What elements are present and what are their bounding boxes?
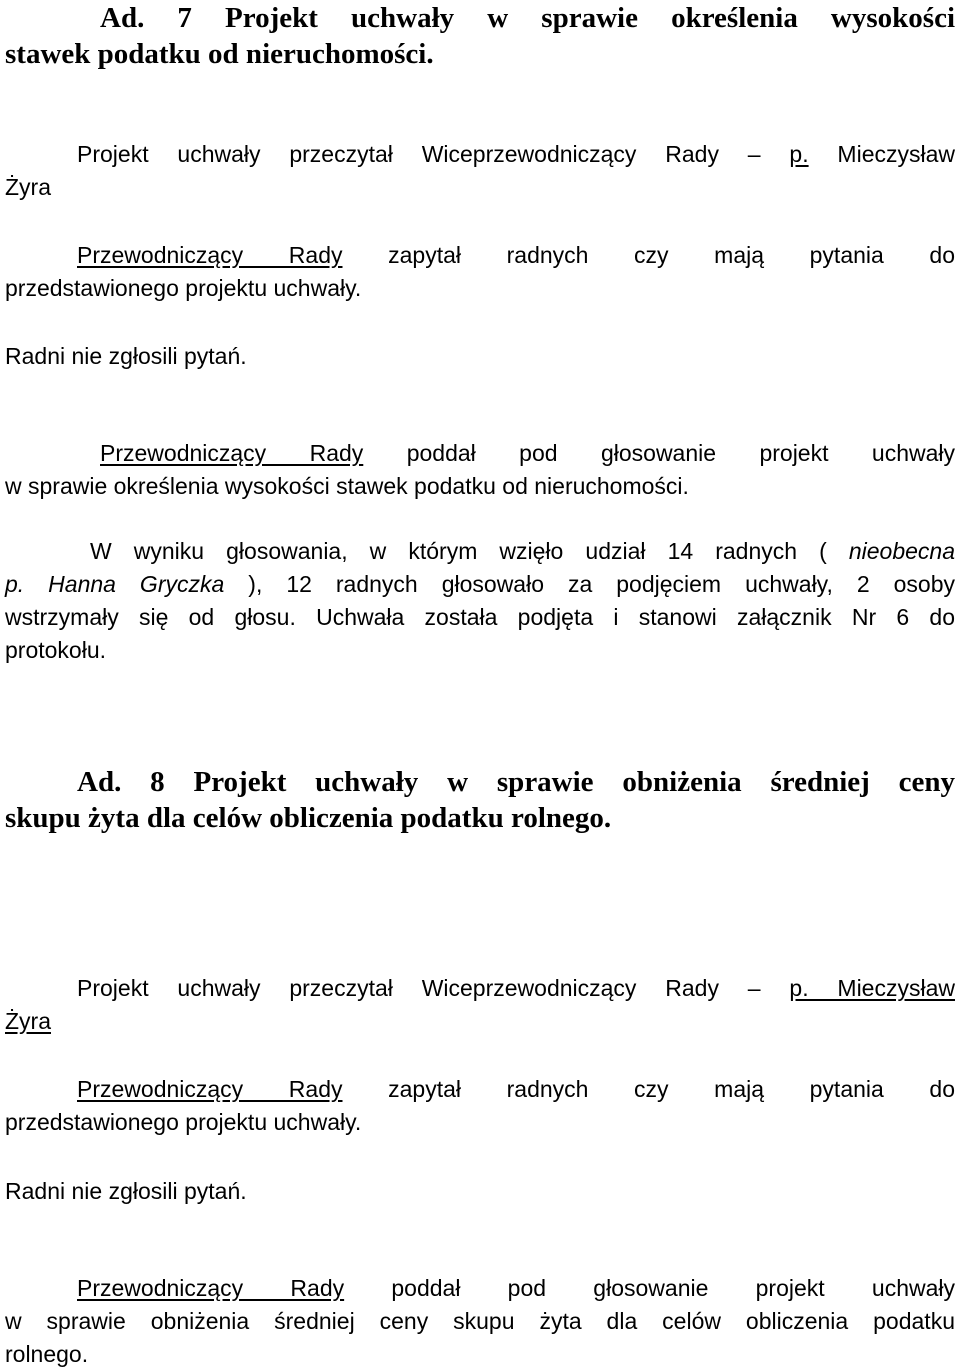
ad8-heading — [5, 764, 955, 836]
ad7-heading — [5, 0, 955, 72]
ad7-asked-paragraph: Przewodniczący Rady zapytał radnych czy mają pytania do przedstawionego projektu uchwały. — [5, 242, 956, 301]
ad7-read-paragraph: Projekt uchwały przeczytał Wiceprzewodniczący Rady – p. Mieczysław Żyra — [5, 141, 955, 200]
ad8-heading-line1: Ad. 8 Projekt uchwały w sprawie obniżenia średniej ceny — [77, 766, 955, 798]
ad8-heading-line2: skupu żyta dla celów obliczenia podatku rolnego. — [5, 802, 612, 834]
ad7-no-questions: Radni nie zgłosili pytań. — [5, 343, 247, 369]
ad8-read-paragraph: Projekt uchwały przeczytał Wiceprzewodniczący Rady – p. Mieczysław Żyra — [5, 975, 955, 1034]
ad7-heading-line2: stawek podatku od nieruchomości. — [5, 38, 434, 70]
ad8-no-questions: Radni nie zgłosili pytań. — [5, 1178, 247, 1204]
ad7-heading-line1: Ad. 7 Projekt uchwały w sprawie określenia wysokości — [100, 2, 955, 34]
ad8-asked-paragraph: Przewodniczący Rady zapytał radnych czy mają pytania do przedstawionego projektu uchwały. — [5, 1076, 956, 1135]
ad8-vote-paragraph: Przewodniczący Rady poddał pod głosowanie projekt uchwały w sprawie obniżenia średniej ceny skupu żyta dla celów obliczenia podatku rolnego. — [5, 1275, 956, 1367]
ad7-vote-paragraph: Przewodniczący Rady poddał pod głosowanie projekt uchwały w sprawie określenia wysokości stawek podatku od nieruchomości. — [5, 440, 955, 499]
ad7-result-paragraph: W wyniku głosowania, w którym wzięło udział 14 radnych ( nieobecna p. Hanna Gryczka ), 12 radnych głosowało za podjęciem uchwały, 2 osoby wstrzymały się od głosu. Uchwała została podjęta i stanowi załącznik Nr 6 do protokołu. — [5, 538, 956, 663]
